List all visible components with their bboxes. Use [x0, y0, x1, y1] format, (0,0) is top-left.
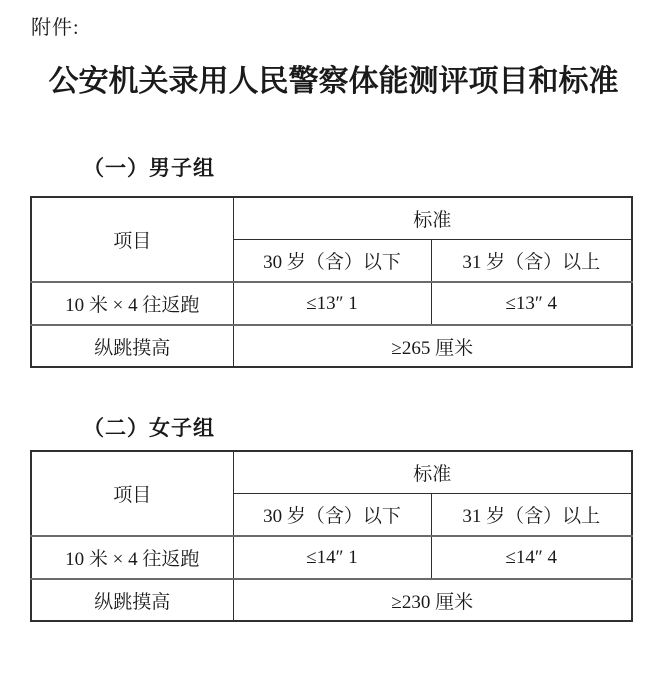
men-standards-table [30, 196, 633, 368]
women-header-age-over-31: 31 岁（含）以上 [431, 493, 632, 536]
women-standards-table [30, 450, 633, 622]
women-shuttle-run-under-30: ≤14″ 1 [233, 536, 431, 579]
attachment-label: 附件: [31, 17, 80, 39]
men-header-age-over-31: 31 岁（含）以上 [431, 239, 632, 282]
section-heading-men: （一）男子组 [83, 156, 215, 180]
men-shuttle-run-label: 10 米 × 4 往返跑 [31, 282, 233, 325]
women-vertical-jump-value: ≥230 厘米 [233, 579, 632, 621]
men-header-item: 项目 [31, 197, 233, 282]
men-shuttle-run-over-31: ≤13″ 4 [431, 282, 632, 325]
women-shuttle-run-label: 10 米 × 4 往返跑 [31, 536, 233, 579]
women-header-age-under-30: 30 岁（含）以下 [233, 493, 431, 536]
page-title: 公安机关录用人民警察体能测评项目和标准 [48, 65, 619, 98]
men-vertical-jump-label: 纵跳摸高 [31, 325, 233, 367]
men-header-standard: 标准 [233, 197, 632, 239]
men-shuttle-run-under-30: ≤13″ 1 [233, 282, 431, 325]
women-header-standard: 标准 [233, 451, 632, 493]
men-header-age-under-30: 30 岁（含）以下 [233, 239, 431, 282]
section-heading-women: （二）女子组 [83, 416, 215, 440]
women-shuttle-run-over-31: ≤14″ 4 [431, 536, 632, 579]
men-vertical-jump-value: ≥265 厘米 [233, 325, 632, 367]
women-vertical-jump-label: 纵跳摸高 [31, 579, 233, 621]
women-header-item: 项目 [31, 451, 233, 536]
